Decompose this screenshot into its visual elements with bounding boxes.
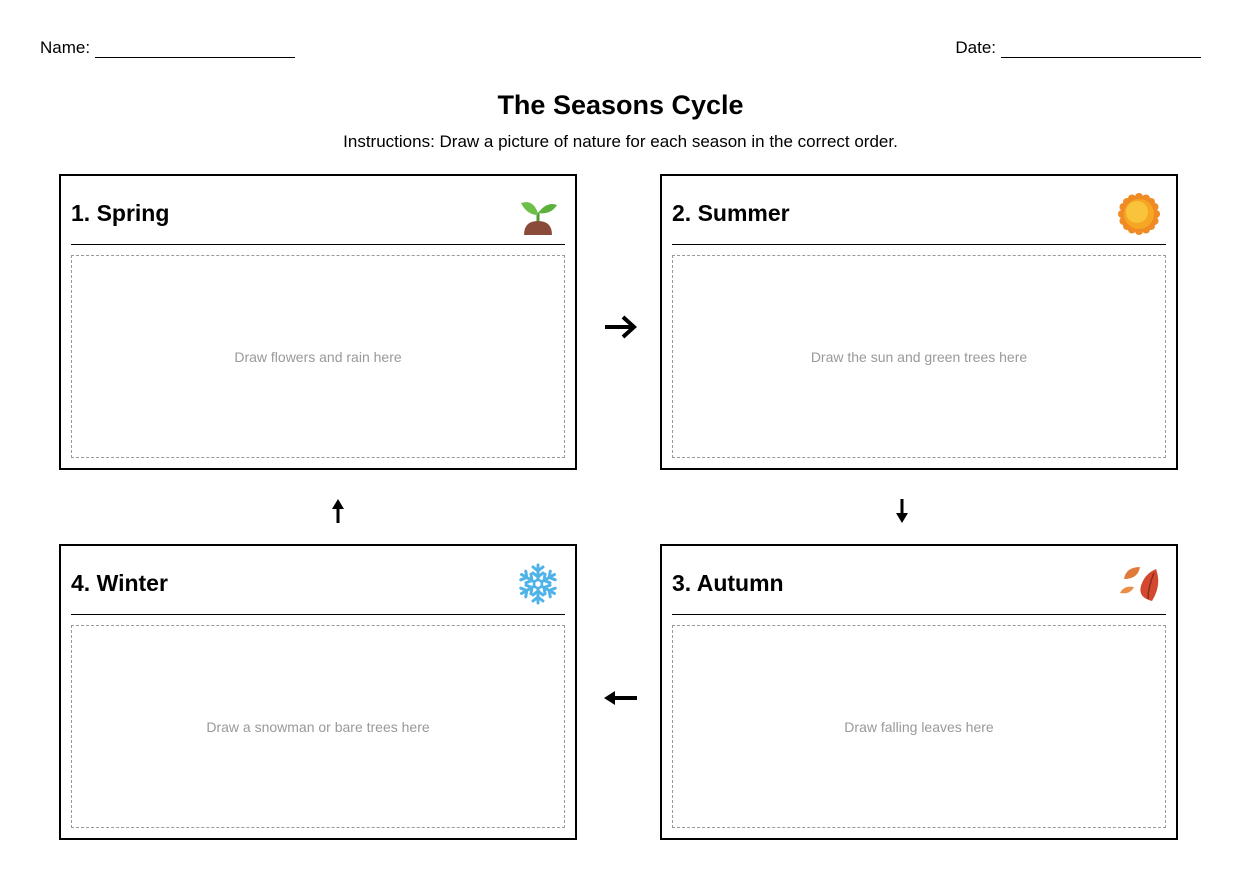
summer-card-header (672, 186, 1166, 245)
spring-card (59, 174, 577, 470)
autumn-drawing-area[interactable] (672, 625, 1166, 828)
spring-hint: Draw flowers and rain here (234, 348, 402, 365)
winter-title: 4. Winter (71, 570, 168, 596)
fallen-leaves-icon (1118, 563, 1160, 605)
date-field[interactable] (955, 38, 1201, 58)
left-arrow-icon (603, 689, 639, 707)
header-row (40, 38, 1201, 60)
snowflake-icon (517, 563, 559, 605)
down-arrow-icon (895, 498, 909, 524)
summer-title: 2. Summer (672, 200, 790, 226)
autumn-card-header (672, 556, 1166, 615)
winter-hint: Draw a snowman or bare trees here (206, 718, 430, 735)
date-label: Date: (955, 38, 996, 57)
winter-drawing-area[interactable] (71, 625, 565, 828)
right-arrow-icon (603, 314, 639, 340)
autumn-card (660, 544, 1178, 840)
sun-icon (1118, 193, 1160, 235)
spring-title: 1. Spring (71, 200, 170, 226)
summer-card (660, 174, 1178, 470)
autumn-hint: Draw falling leaves here (844, 718, 994, 735)
winter-card (59, 544, 577, 840)
spring-card-header (71, 186, 565, 245)
summer-drawing-area[interactable] (672, 255, 1166, 458)
name-field[interactable] (40, 38, 295, 58)
summer-hint: Draw the sun and green trees here (810, 348, 1028, 365)
worksheet-title: The Seasons Cycle (497, 90, 744, 120)
instructions-text: Instructions: Draw a picture of nature for each season in the correct order. (343, 132, 898, 151)
date-line[interactable] (1001, 41, 1201, 58)
autumn-title: 3. Autumn (672, 570, 784, 596)
spring-drawing-area[interactable] (71, 255, 565, 458)
seedling-icon (517, 193, 559, 235)
name-line[interactable] (95, 41, 295, 58)
winter-card-header (71, 556, 565, 615)
name-label: Name: (40, 38, 91, 57)
up-arrow-icon (331, 498, 345, 524)
